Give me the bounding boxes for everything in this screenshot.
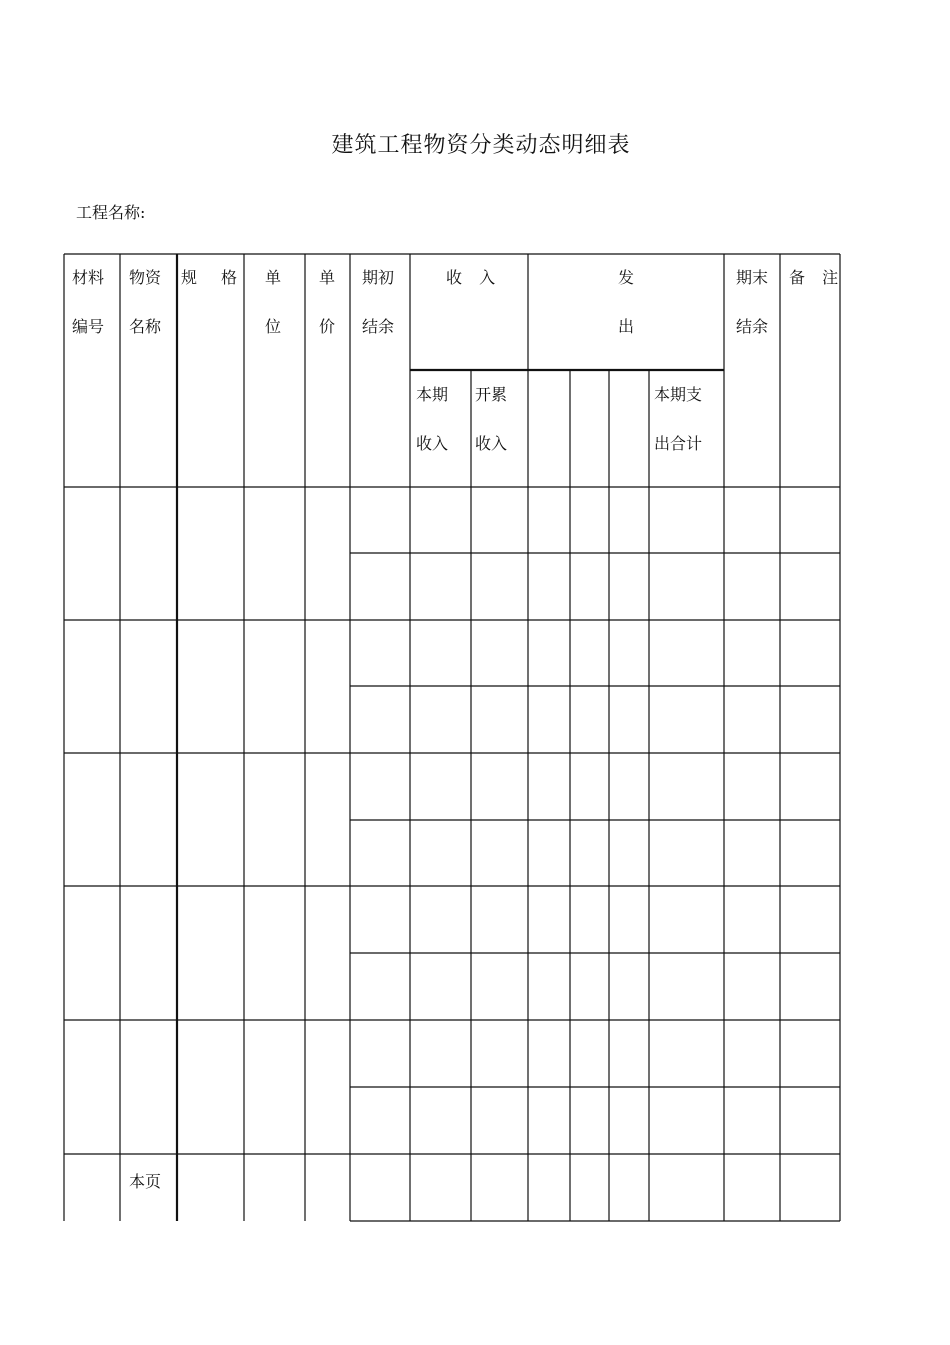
header-opening-line2: 结余: [362, 317, 395, 336]
header-outgo-total-line2: 出合计: [654, 434, 703, 453]
header-spec: 规 格: [181, 268, 242, 287]
header-income: 收 入: [446, 268, 502, 287]
header-outgo-total-line1: 本期支: [654, 385, 703, 404]
header-price-line2: 价: [319, 317, 336, 336]
header-outgo-line1: 发: [618, 268, 635, 287]
header-opening-line1: 期初: [362, 268, 395, 287]
header-unit-line2: 位: [265, 317, 282, 336]
header-price-line1: 单: [319, 268, 336, 287]
header-unit-line1: 单: [265, 268, 282, 287]
header-remark: 备 注: [789, 268, 845, 287]
header-item-name-line1: 物资: [129, 268, 162, 287]
header-income-cumulative-line1: 开累: [475, 385, 508, 404]
header-income-period-line1: 本期: [416, 385, 449, 404]
header-income-cumulative-line2: 收入: [475, 434, 508, 453]
header-closing-line2: 结余: [736, 317, 769, 336]
document-title: 建筑工程物资分类动态明细表: [331, 133, 631, 158]
header-outgo-line2: 出: [618, 317, 635, 336]
header-item-name-line2: 名称: [129, 317, 162, 336]
header-material-no-line1: 材料: [72, 268, 105, 287]
footer-page-total-label: 本页: [129, 1172, 162, 1191]
header-income-period-line2: 收入: [416, 434, 449, 453]
header-material-no-line2: 编号: [72, 317, 105, 336]
header-closing-line1: 期末: [736, 268, 769, 287]
project-name-label: 工程名称:: [76, 203, 146, 222]
